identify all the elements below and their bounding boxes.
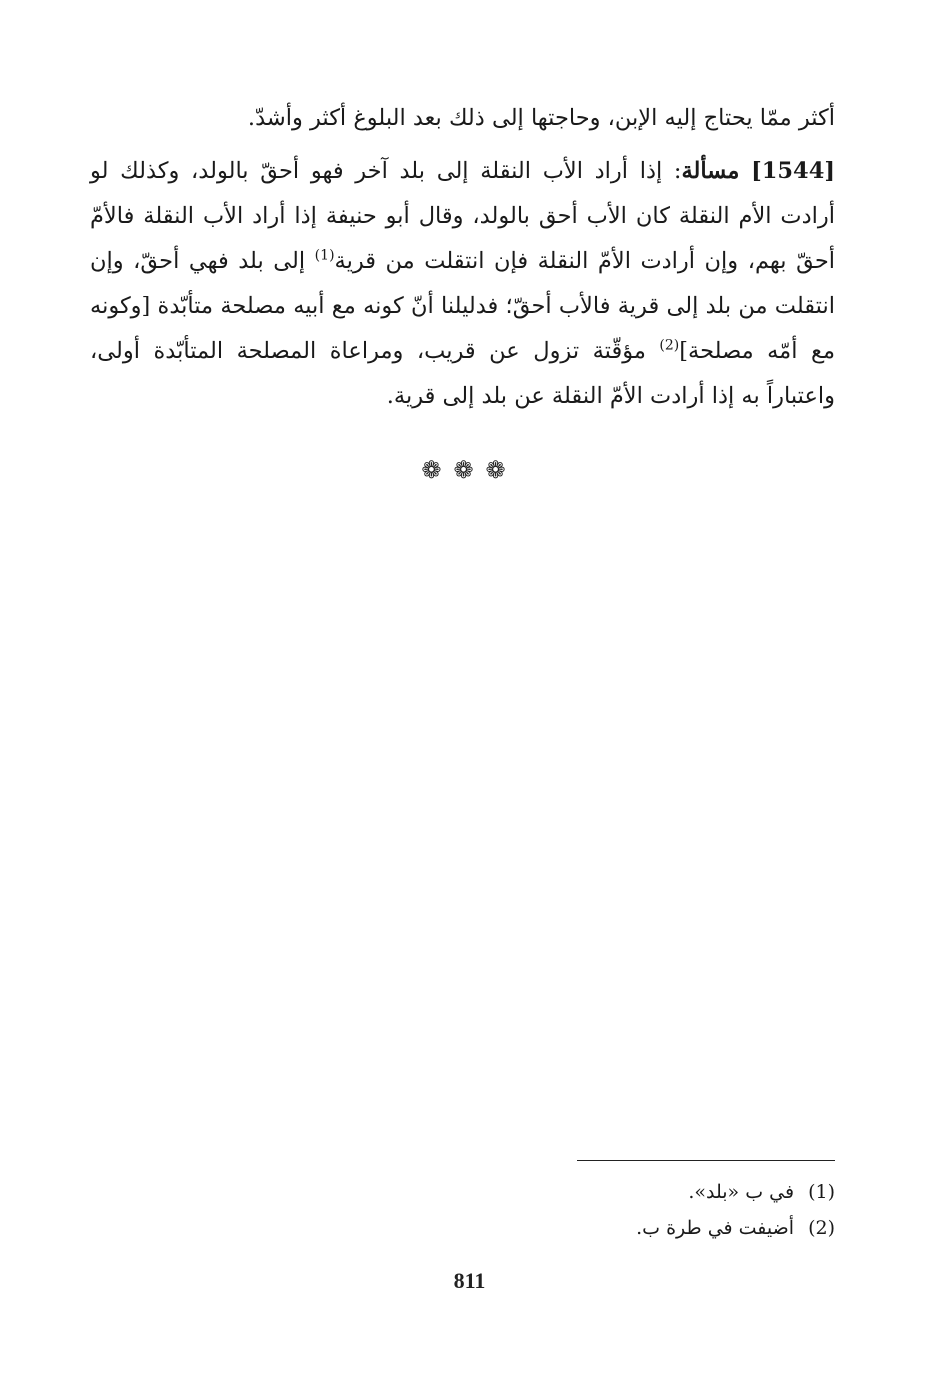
footnote-text: أضيفت في طرة ب.	[636, 1217, 795, 1239]
section-ornament-icon: ❁❁❁	[421, 456, 518, 484]
footnote-2	[400, 1210, 835, 1246]
issue-heading: مسألة	[681, 158, 740, 184]
issue-text-part-2: إلى بلد فهي أحقّ، وإن انتقلت من بلد إلى قرية فالأب أحقّ؛ فدليلنا أنّ كونه مع أبيه مصلحة متأبّدة [وكونه مع أمّه مصلحة]	[90, 248, 836, 364]
footnote-1	[400, 1174, 835, 1210]
footnote-text: في ب «بلد».	[688, 1181, 795, 1203]
page-number: 811	[453, 1268, 486, 1293]
paragraph-continuation: أكثر ممّا يحتاج إليه الإبن، وحاجتها إلى ذلك بعد البلوغ أكثر وأشدّ.	[247, 105, 835, 131]
issue-number: [1544]	[751, 158, 836, 184]
footnotes	[400, 1174, 835, 1246]
main-text	[90, 96, 835, 419]
footnote-ref-2[interactable]: (2)	[659, 337, 680, 354]
footnote-divider	[577, 1160, 835, 1161]
issue-text-part-1: : إذا أراد الأب النقلة إلى بلد آخر فهو أحقّ بالولد، وكذلك لو أرادت الأم النقلة كان الأب أحق بالولد، وقال أبو حنيفة إذا أراد الأب النقلة فالأمّ أحقّ بهم، وإن أرادت الأمّ النقلة فإن انتقلت من قرية	[90, 158, 835, 274]
footnote-ref-1[interactable]: (1)	[314, 247, 335, 264]
footnote-number: (2)	[808, 1217, 835, 1239]
issue-text-part-3: مؤقّتة تزول عن قريب، ومراعاة المصلحة المتأبّدة أولى، واعتباراً به إذا أرادت الأمّ النقلة عن بلد إلى قرية.	[90, 338, 835, 409]
paragraph-issue	[90, 149, 835, 419]
footnote-number: (1)	[808, 1181, 835, 1203]
